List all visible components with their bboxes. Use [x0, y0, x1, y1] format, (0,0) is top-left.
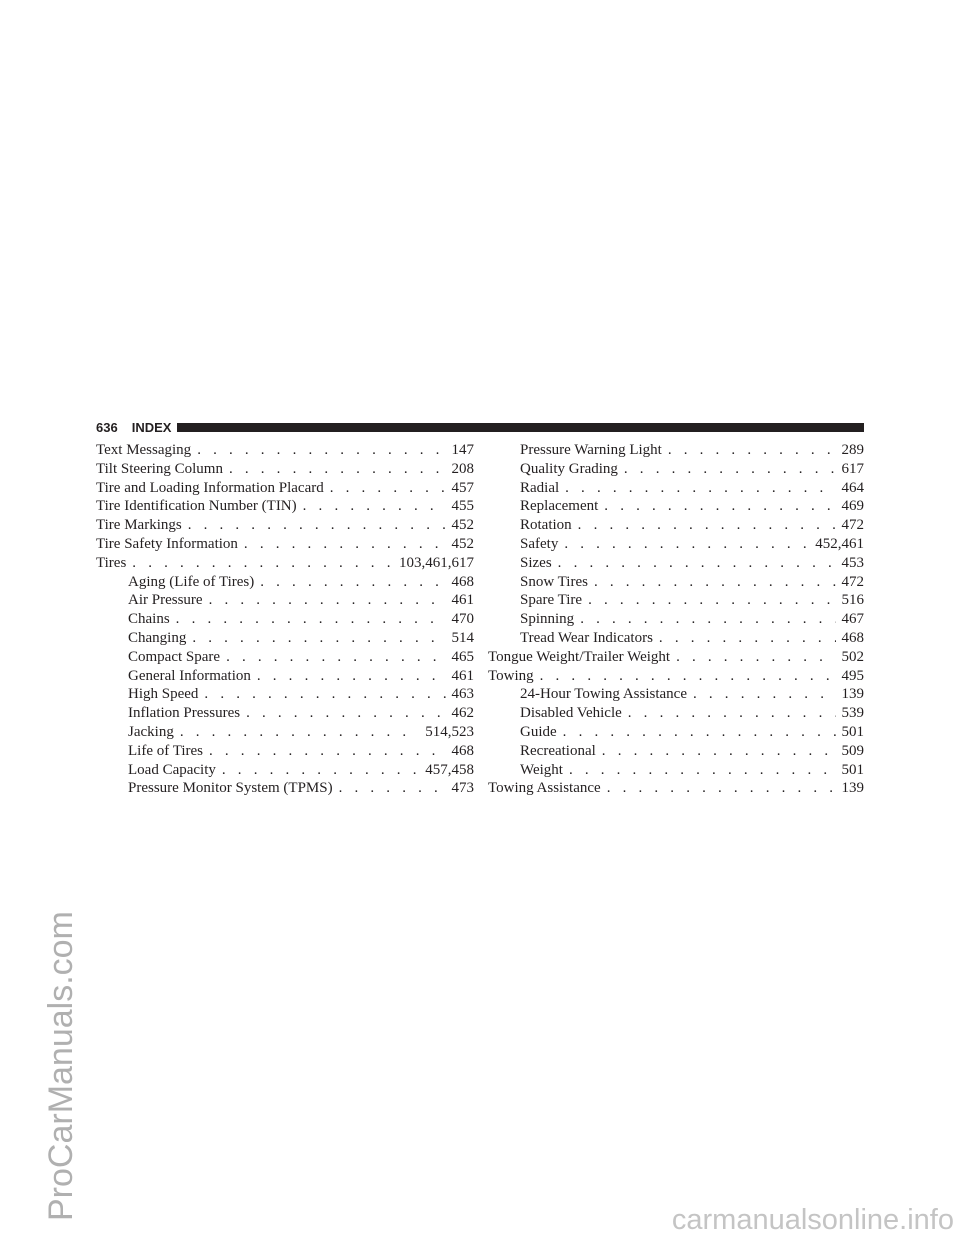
index-page-numbers: 463	[451, 686, 474, 703]
index-page-numbers: 470	[451, 611, 474, 628]
index-page-numbers: 468	[451, 742, 474, 759]
index-page-numbers: 103,461,617	[399, 554, 474, 571]
dot-leader	[209, 742, 446, 761]
dot-leader	[676, 648, 835, 667]
dot-leader	[569, 761, 836, 780]
index-page-numbers: 468	[841, 629, 864, 646]
index-term: General Information	[128, 667, 251, 684]
watermark-procarmanuals: ProCarManuals.com	[42, 911, 80, 1221]
dot-leader	[624, 460, 836, 479]
index-subentry	[96, 610, 474, 629]
dot-leader	[229, 460, 446, 479]
dot-leader	[668, 441, 836, 460]
dot-leader	[330, 479, 446, 498]
index-subentry	[488, 629, 864, 648]
index-subentry	[488, 610, 864, 629]
dot-leader	[607, 779, 836, 798]
dot-leader	[244, 535, 446, 554]
dot-leader	[246, 704, 445, 723]
index-page-numbers: 472	[841, 573, 864, 590]
index-page-numbers: 501	[841, 761, 864, 778]
index-term: Spare Tire	[520, 592, 583, 609]
index-term: Tire Safety Information	[96, 535, 238, 552]
index-term: Tire and Loading Information Placard	[96, 479, 324, 496]
index-page-numbers: 495	[841, 667, 864, 684]
index-term: Compact Spare	[128, 648, 221, 665]
index-term: Jacking	[128, 723, 174, 740]
index-term: Pressure Warning Light	[520, 442, 662, 458]
index-subentry	[96, 779, 474, 798]
index-page-numbers: 452,461	[815, 535, 864, 552]
index-page-numbers: 469	[841, 498, 864, 515]
index-term: Inflation Pressures	[128, 705, 241, 722]
index-term: High Speed	[128, 686, 199, 703]
index-page-numbers: 457	[451, 479, 474, 496]
index-subentry	[488, 742, 864, 761]
index-subentry	[488, 497, 864, 516]
dot-leader	[594, 573, 836, 592]
index-subentry	[488, 573, 864, 592]
index-term: Air Pressure	[128, 592, 203, 609]
dot-leader	[222, 761, 419, 780]
index-subentry	[488, 460, 864, 479]
index-term: Replacement	[520, 498, 599, 515]
index-subentry	[96, 591, 474, 610]
index-subentry	[96, 761, 474, 780]
index-subentry	[96, 723, 474, 742]
index-page-numbers: 502	[841, 648, 864, 665]
dot-leader	[226, 648, 445, 667]
index-term: Guide	[520, 723, 557, 740]
index-subentry	[96, 667, 474, 686]
index-subentry	[488, 479, 864, 498]
index-term: Rotation	[520, 517, 572, 534]
index-subentry	[96, 742, 474, 761]
index-page-numbers: 461	[451, 667, 474, 684]
page-header	[96, 417, 864, 437]
index-term: Text Messaging	[96, 442, 192, 458]
index-term: Quality Grading	[520, 460, 618, 477]
dot-leader	[693, 685, 836, 704]
index-entry	[488, 648, 864, 667]
index-page-numbers: 472	[841, 517, 864, 534]
index-page-numbers: 147	[451, 442, 474, 458]
index-page-numbers: 617	[841, 460, 864, 477]
index-page-numbers: 452	[451, 517, 474, 534]
index-subentry	[488, 591, 864, 610]
index-term: Spinning	[520, 611, 575, 628]
index-entry	[96, 497, 474, 516]
index-page-numbers: 457,458	[425, 761, 474, 778]
index-subentry	[488, 704, 864, 723]
index-subentry	[488, 554, 864, 573]
index-term: Radial	[520, 479, 560, 496]
index-term: 24-Hour Towing Assistance	[520, 686, 687, 703]
dot-leader	[540, 667, 836, 686]
index-column-right	[488, 441, 864, 798]
index-entry	[96, 479, 474, 498]
index-entry	[96, 535, 474, 554]
index-page-numbers: 501	[841, 723, 864, 740]
dot-leader	[558, 554, 836, 573]
index-column-left	[96, 441, 474, 798]
index-page-numbers: 464	[841, 479, 864, 496]
index-term: Tilt Steering Column	[96, 460, 223, 477]
index-subentry	[488, 516, 864, 535]
dot-leader	[132, 554, 393, 573]
index-term: Safety	[520, 535, 559, 552]
section-title: INDEX	[131, 419, 172, 435]
dot-leader	[339, 779, 446, 798]
dot-leader	[565, 479, 835, 498]
dot-leader	[563, 723, 836, 742]
index-subentry	[488, 723, 864, 742]
index-page-numbers: 514	[451, 629, 474, 646]
dot-leader	[578, 516, 836, 535]
index-term: Tread Wear Indicators	[520, 629, 653, 646]
page-number: 636	[96, 419, 118, 435]
dot-leader	[628, 704, 836, 723]
dot-leader	[602, 742, 836, 761]
index-term: Towing	[488, 667, 534, 684]
dot-leader	[659, 629, 836, 648]
index-term: Aging (Life of Tires)	[128, 573, 255, 590]
index-subentry	[488, 535, 864, 554]
index-page-numbers: 465	[451, 648, 474, 665]
index-term: Changing	[128, 629, 187, 646]
index-term: Disabled Vehicle	[520, 705, 622, 722]
dot-leader	[197, 441, 445, 460]
index-term: Tire Markings	[96, 517, 182, 534]
index-term: Chains	[128, 611, 170, 628]
dot-leader	[257, 667, 446, 686]
dot-leader	[260, 573, 445, 592]
index-page-numbers: 455	[451, 498, 474, 515]
index-page-numbers: 139	[841, 780, 864, 797]
dot-leader	[209, 591, 446, 610]
index-entry	[488, 667, 864, 686]
index-page-numbers: 467	[841, 611, 864, 628]
index-term: Towing Assistance	[488, 780, 601, 797]
index-page-numbers: 461	[451, 592, 474, 609]
index-subentry	[96, 685, 474, 704]
dot-leader	[604, 497, 835, 516]
watermark-carmanualsonline: carmanualsonline.info	[671, 1204, 954, 1236]
index-page-numbers: 539	[841, 705, 864, 722]
dot-leader	[188, 516, 446, 535]
index-subentry	[96, 573, 474, 592]
index-term: Tires	[96, 554, 127, 571]
index-term: Recreational	[520, 742, 596, 759]
dot-leader	[588, 591, 835, 610]
index-page-numbers: 514,523	[425, 723, 474, 740]
index-page-numbers: 208	[451, 460, 474, 477]
index-page-numbers: 139	[841, 686, 864, 703]
index-term: Pressure Monitor System (TPMS)	[128, 780, 333, 797]
index-term: Weight	[520, 761, 563, 778]
dot-leader	[204, 685, 445, 704]
index-entry	[488, 779, 864, 798]
index-entry	[96, 460, 474, 479]
dot-leader	[564, 535, 809, 554]
index-subentry	[488, 761, 864, 780]
index-page-numbers: 516	[841, 592, 864, 609]
index-term: Load Capacity	[128, 761, 216, 778]
index-subentry	[488, 685, 864, 704]
dot-leader	[303, 497, 446, 516]
index-page-numbers: 452	[451, 535, 474, 552]
index-subentry	[96, 704, 474, 723]
index-page-numbers: 509	[841, 742, 864, 759]
index-page-numbers: 453	[841, 554, 864, 571]
dot-leader	[580, 610, 835, 629]
index-term: Tire Identification Number (TIN)	[96, 498, 297, 515]
header-rule	[177, 423, 864, 432]
index-subentry	[96, 648, 474, 667]
index-term: Life of Tires	[128, 742, 203, 759]
index-page-numbers: 468	[451, 573, 474, 590]
dot-leader	[192, 629, 445, 648]
dot-leader	[180, 723, 419, 742]
index-term: Snow Tires	[520, 573, 588, 590]
index-subentry	[96, 629, 474, 648]
index-entry	[96, 441, 474, 460]
index-page-numbers: 462	[451, 705, 474, 722]
index-entry	[96, 554, 474, 573]
index-term: Tongue Weight/Trailer Weight	[488, 648, 671, 665]
index-page-numbers: 289	[841, 442, 864, 458]
dot-leader	[176, 610, 446, 629]
index-term: Sizes	[520, 554, 552, 571]
index-entry	[96, 516, 474, 535]
index-page-numbers: 473	[451, 780, 474, 797]
index-subentry	[488, 441, 864, 460]
